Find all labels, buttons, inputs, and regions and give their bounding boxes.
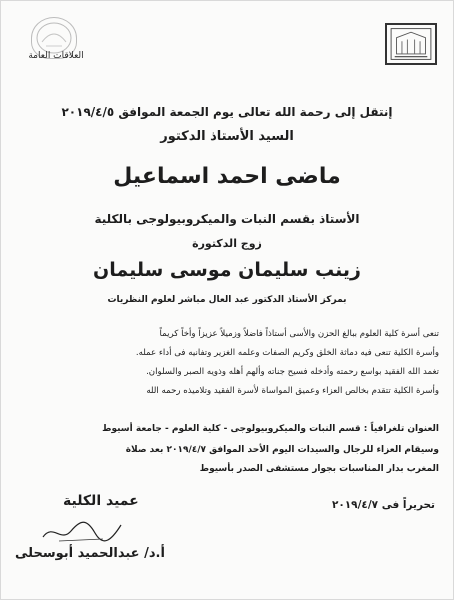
- body-paragraph-4: وأسرة الكلية تتقدم بخالص العزاء وعميق المواساة لأسرة الفقيد وتلاميذه رحمه الله: [146, 386, 439, 396]
- wife-position: بمركز الأستاذ الدكتور عبد العال مباشر لعلوم النظريات: [107, 295, 347, 305]
- wife-name: زينب سليمان موسى سليمان: [93, 259, 361, 281]
- condolence-line-2: المغرب بدار المناسبات بجوار مستشفى الصدر بأسيوط: [199, 464, 439, 474]
- telegraph-address: العنوان تلغرافياً : قسم النبات والميكروبيولوجى - كلية العلوم - جامعة أسيوط: [102, 424, 439, 434]
- body-paragraph-1: تنعى أسرة كلية العلوم ببالغ الحزن والأسى أستاذاً فاضلاً وزميلاً عزيزاً وأخاً كريماً: [159, 329, 439, 339]
- condolence-line-1: وسيقام العزاء للرجال والسيدات اليوم الأحد الموافق ٢٠١٩/٤/٧ بعد صلاة: [125, 445, 439, 455]
- body-paragraph-3: تغمد الله الفقيد بواسع رحمته وأدخله فسيح جناته وألهم أهله وذويه الصبر والسلوان.: [146, 367, 439, 377]
- dean-name: أ.د/ عبدالحميد أبوسحلى: [15, 546, 165, 561]
- body-paragraph-2: وأسرة الكلية تنعى فيه دماثة الخلق وكريم الصفات وعلمه الغزير وتفانيه فى أداء عمله.: [135, 348, 439, 358]
- dean-title: عميد الكلية: [63, 493, 139, 509]
- deceased-name: ماضى احمد اسماعيل: [113, 164, 341, 189]
- faculty-logo-icon: [385, 23, 437, 65]
- issue-date: تحريراً فى ٢٠١٩/٤/٧: [331, 499, 435, 511]
- relation-label: زوج الدكتورة: [192, 237, 262, 250]
- dean-signature: [39, 513, 125, 547]
- deceased-position: الأستاذ بقسم النبات والميكروبيولوجى بالكلية: [94, 212, 360, 226]
- honorific-title: السيد الأستاذ الدكتور: [160, 129, 294, 144]
- public-relations-label: العلاقات العامة: [28, 51, 84, 61]
- death-announcement: إنتقل إلى رحمة الله تعالى يوم الجمعة الموافق ٢٠١٩/٤/٥: [61, 105, 393, 119]
